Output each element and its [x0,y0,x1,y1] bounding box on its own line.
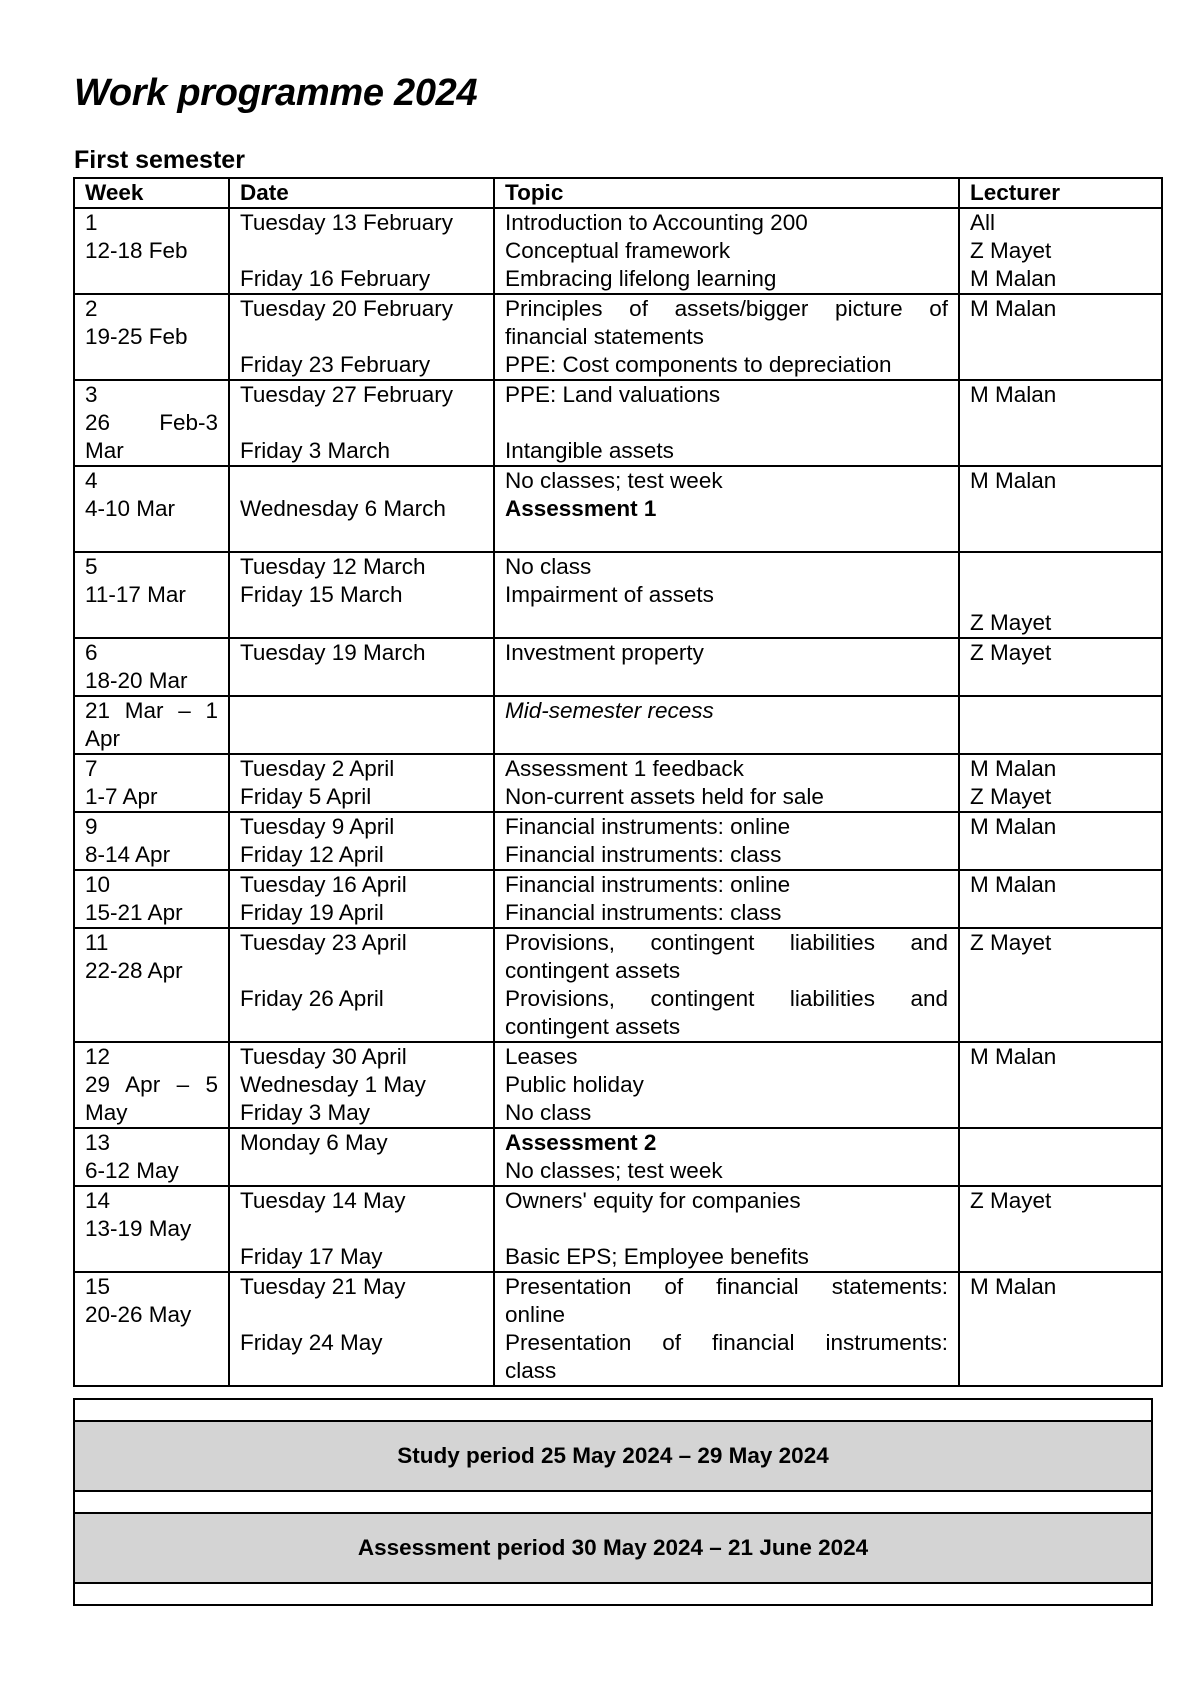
week-cell: 14 13-19 May [74,1186,229,1272]
table-row [74,754,1162,812]
week-cell: 3 26 Feb-3 Mar [74,380,229,466]
date-cell: Tuesday 27 February Friday 3 March [229,380,494,466]
header-date: Date [229,178,494,208]
date-cell [229,696,494,754]
topic-cell [494,696,959,754]
week-cell: 9 8-14 Apr [74,812,229,870]
header-row [74,178,1162,208]
lecturer-cell: M Malan [959,1042,1162,1128]
week-cell: 6 18-20 Mar [74,638,229,696]
date-cell: Tuesday 13 February Friday 16 February [229,208,494,294]
study-period: Study period 25 May 2024 – 29 May 2024 [74,1421,1152,1491]
table-row [74,552,1162,638]
table-row [74,870,1162,928]
table-row [74,380,1162,466]
table-row [74,928,1162,1042]
schedule-table [73,177,1163,1387]
header-lecturer: Lecturer [959,178,1162,208]
week-cell: 11 22-28 Apr [74,928,229,1042]
lecturer-cell [959,696,1162,754]
lecturer-cell: M Malan [959,1272,1162,1386]
table-row [74,696,1162,754]
week-cell: 1 12-18 Feb [74,208,229,294]
topic-cell: Presentation of financial statements: online Presentation of financial instruments: class [494,1272,959,1386]
lecturer-cell: M Malan [959,294,1162,380]
lecturer-cell: M Malan [959,812,1162,870]
table-row [74,1128,1162,1186]
table-row [74,638,1162,696]
date-cell: Tuesday 12 March Friday 15 March [229,552,494,638]
topic-cell: Financial instruments: online Financial instruments: class [494,870,959,928]
week-cell: 5 11-17 Mar [74,552,229,638]
spacer-row [74,1399,1152,1421]
week-cell: 21 Mar – 1 Apr [74,696,229,754]
topic-cell: Provisions, contingent liabilities and contingent assets Provisions, contingent liabilities and contingent assets [494,928,959,1042]
topic-cell: Principles of assets/bigger picture of financial statements PPE: Cost components to depreciation [494,294,959,380]
spacer-row [74,1583,1152,1605]
header-topic: Topic [494,178,959,208]
topic-cell: Assessment 2 No classes; test week [494,1128,959,1186]
header-week: Week [74,178,229,208]
lecturer-cell: M Malan Z Mayet [959,754,1162,812]
date-cell: Tuesday 19 March [229,638,494,696]
date-cell: Tuesday 20 February Friday 23 February [229,294,494,380]
lecturer-cell: Z Mayet [959,928,1162,1042]
date-cell: Tuesday 30 April Wednesday 1 May Friday 3 May [229,1042,494,1128]
date-cell: Tuesday 23 April Friday 26 April [229,928,494,1042]
periods-table [73,1398,1153,1606]
topic-cell: PPE: Land valuations Intangible assets [494,380,959,466]
week-cell: 13 6-12 May [74,1128,229,1186]
table-row [74,294,1162,380]
date-cell: Tuesday 9 April Friday 12 April [229,812,494,870]
lecturer-cell: All Z Mayet M Malan [959,208,1162,294]
week-cell: 12 29 Apr – 5 May [74,1042,229,1128]
table-row [74,208,1162,294]
week-cell: 15 20-26 May [74,1272,229,1386]
topic-cell: Financial instruments: online Financial instruments: class [494,812,959,870]
topic-cell: Investment property [494,638,959,696]
week-cell: 7 1-7 Apr [74,754,229,812]
assessment-label: Assessment 1 [505,496,657,521]
week-cell: 4 4-10 Mar [74,466,229,552]
topic-cell: No classes; test week Assessment 1 [494,466,959,552]
topic-cell: No class Impairment of assets [494,552,959,638]
table-row [74,1272,1162,1386]
lecturer-cell: M Malan [959,466,1162,552]
week-cell: 2 19-25 Feb [74,294,229,380]
topic-cell: Introduction to Accounting 200 Conceptual framework Embracing lifelong learning [494,208,959,294]
assessment-label: Assessment 2 [505,1130,657,1155]
lecturer-cell: M Malan [959,870,1162,928]
topic-cell: Leases Public holiday No class [494,1042,959,1128]
section-title: First semester [74,146,245,174]
date-cell: Wednesday 6 March [229,466,494,552]
date-cell: Monday 6 May [229,1128,494,1186]
date-cell: Tuesday 14 May Friday 17 May [229,1186,494,1272]
lecturer-cell: M Malan [959,380,1162,466]
topic-cell: Owners' equity for companies Basic EPS; Employee benefits [494,1186,959,1272]
spacer-row [74,1491,1152,1513]
topic-cell: Assessment 1 feedback Non-current assets held for sale [494,754,959,812]
date-cell: Tuesday 21 May Friday 24 May [229,1272,494,1386]
page-title: Work programme 2024 [74,72,478,114]
assessment-period: Assessment period 30 May 2024 – 21 June 2024 [74,1513,1152,1583]
date-cell: Tuesday 2 April Friday 5 April [229,754,494,812]
table-row [74,812,1162,870]
lecturer-cell: Z Mayet [959,552,1162,638]
week-cell: 10 15-21 Apr [74,870,229,928]
lecturer-cell: Z Mayet [959,1186,1162,1272]
table-row [74,1186,1162,1272]
recess-label: Mid-semester recess [505,698,714,723]
table-row [74,466,1162,552]
lecturer-cell [959,1128,1162,1186]
date-cell: Tuesday 16 April Friday 19 April [229,870,494,928]
table-row [74,1042,1162,1128]
lecturer-cell: Z Mayet [959,638,1162,696]
